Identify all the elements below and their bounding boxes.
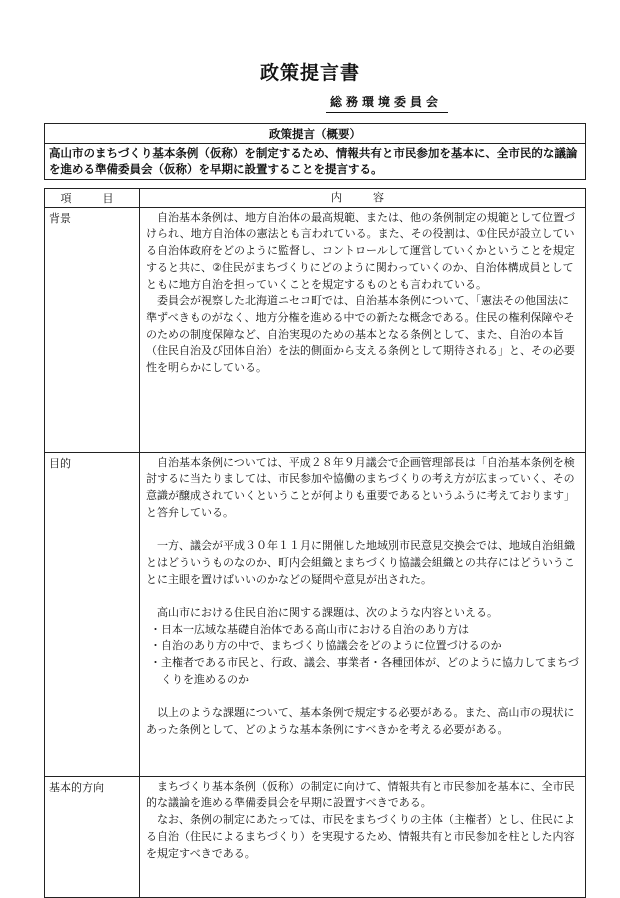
row-content-purpose: [140, 453, 585, 776]
header-item: 項 目: [45, 189, 140, 207]
summary-box: [44, 123, 586, 180]
row-label-background: 背景: [45, 208, 140, 452]
row-content-background: [140, 208, 585, 452]
row-label-purpose: 目的: [45, 453, 140, 776]
content-table: [44, 188, 586, 898]
issue-item-3: ・主権者である市民と、行政、議会、事業者・各種団体が、どのように協力してまちづくりを進めるのか: [150, 656, 579, 686]
summary-text: 高山市のまちづくり基本条例（仮称）を制定するため、情報共有と市民参加を基本に、全市民的な議論を進める準備委員会（仮称）を早期に設置することを提言する。: [49, 146, 578, 176]
issue-item-2: ・自治のあり方の中で、まちづくり協議会をどのように位置づけるのか: [150, 639, 502, 653]
purpose-paragraph-3: 高山市における住民自治に関する課題は、次のような内容といえる。: [157, 606, 498, 619]
purpose-paragraph-4: 以上のような課題について、基本条例で規定する必要がある。また、高山市の現状にあった条例として、どのような基本条例にすべきかを考える必要がある。: [146, 706, 575, 736]
header-content: 内 容: [331, 191, 394, 204]
direction-paragraph-1: まちづくり基本条例（仮称）の制定に向けて、情報共有と市民参加を基本に、全市民的な議論を進める準備委員会を早期に設置すべきである。: [146, 779, 575, 810]
issue-item-1: ・日本一広域な基礎自治体である高山市における自治のあり方は: [150, 622, 469, 636]
summary-heading: 政策提言（概要）: [45, 124, 585, 144]
committee-name: 総務環境委員会: [326, 93, 448, 113]
background-paragraph-2: 委員会が視察した北海道ニセコ町では、自治基本条例について、「憲法その他国法に準ずべきものがなく、地方分権を進める中での新たな概念である。住民の権利保障やそのための制度保障など、自治実現のための基本となる条例として、また、自治の本旨（住民自治及び団体自治）を法的側面から支える条例として期待される」と、その必要性を明らかにしている。: [146, 294, 575, 375]
document-title: 政策提言書: [259, 62, 360, 84]
row-content-direction: [140, 777, 585, 897]
row-label-direction: 基本的方向: [45, 777, 140, 897]
background-paragraph-1: 自治基本条例は、地方自治体の最高規範、または、他の条例制定の規範として位置づけられ、地方自治体の憲法とも言われている。また、その役割は、①住民が設立している自治体政府をどのように監督し、コントロールして運営していくかということを規定すると共に、②住民がまちづくりにどのように関わっていくのか、自治体構成員としてともに地方自治を担っていくことを規定するものとも言われている。: [146, 210, 575, 291]
issues-list: [146, 622, 579, 689]
table-header-row: [45, 189, 585, 207]
purpose-paragraph-1: 自治基本条例については、平成２８年９月議会で企画管理部長は「自治基本条例を検討するに当たりましては、市民参加や協働のまちづくりの考え方が広まっていく、その意識が醸成されていくということが何よりも重要であるというふうに考えております」と答弁している。: [146, 455, 575, 519]
direction-paragraph-2: なお、条例の制定にあたっては、市民をまちづくりの主体（主権者）とし、住民による自治（住民によるまちづくり）を実現するため、情報共有と市民参加を柱とした内容を規定すべきである。: [146, 813, 575, 860]
table-row-background: [45, 207, 585, 452]
table-row-purpose: [45, 452, 585, 776]
purpose-paragraph-2: 一方、議会が平成３０年１１月に開催した地域別市民意見交換会では、地域自治組織とはどういうものなのか、町内会組織とまちづくり協議会組織との共存にはどういうことに主眼を置けばいいのかなどの疑問や意見が出された。: [146, 539, 575, 586]
table-row-direction: [45, 776, 585, 897]
